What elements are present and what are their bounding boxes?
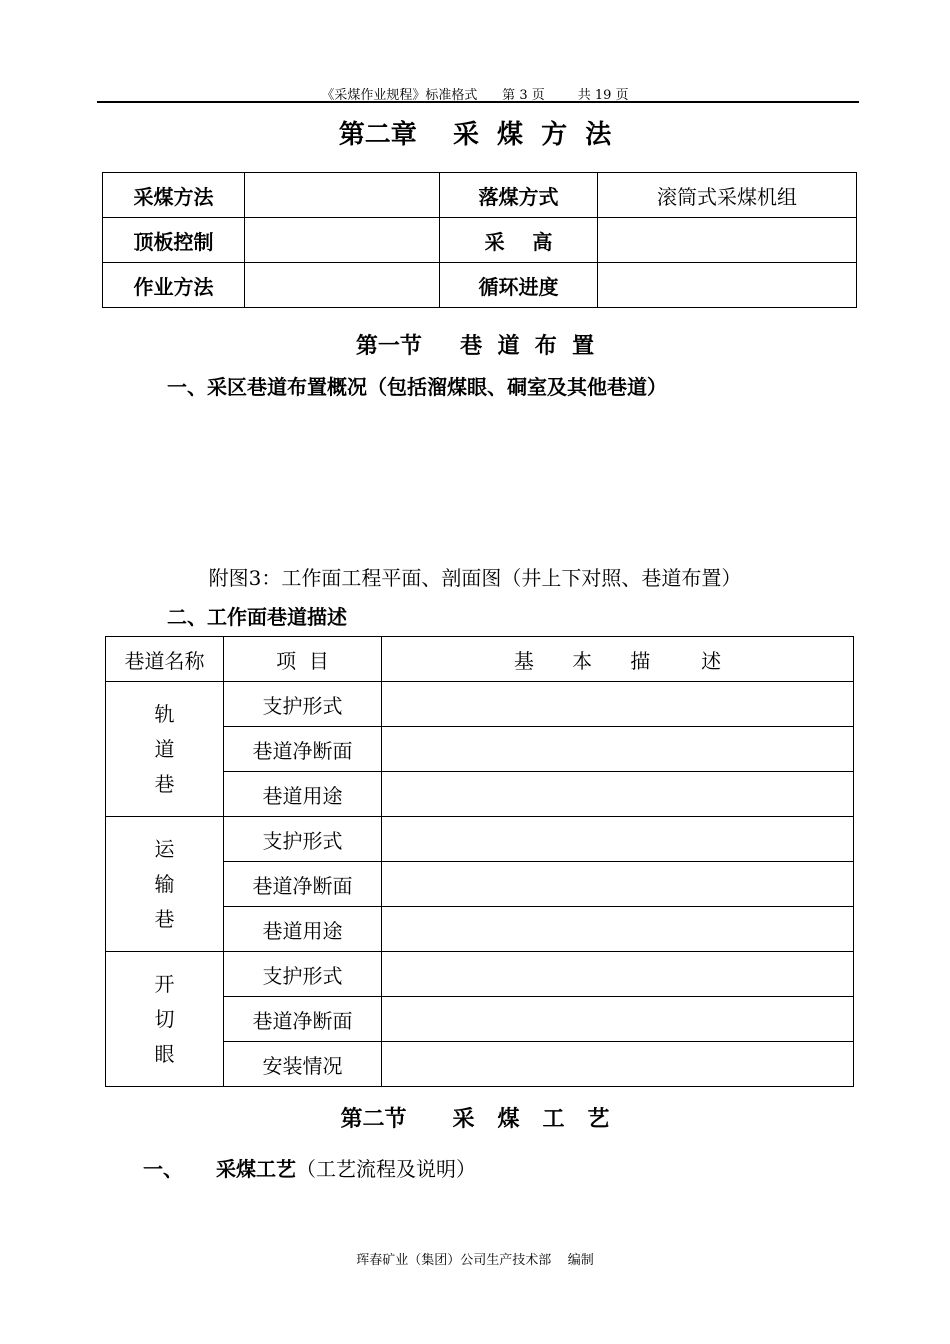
label-cell: 顶板控制 — [103, 218, 245, 263]
item-cell: 巷道用途 — [224, 772, 382, 817]
page-header: 《采煤作业规程》标准格式 第 3 页 共 19 页 — [321, 88, 629, 103]
item-cell: 支护形式 — [224, 952, 382, 997]
item-cell: 巷道净断面 — [224, 997, 382, 1042]
description-cell — [382, 682, 854, 727]
label-cell: 采煤方法 — [103, 173, 245, 218]
mining-method-table — [102, 172, 857, 308]
description-cell — [382, 862, 854, 907]
description-cell — [382, 907, 854, 952]
description-cell — [382, 997, 854, 1042]
header-rule — [97, 101, 859, 103]
description-cell — [382, 727, 854, 772]
section-heading: 一、采区巷道布置概况（包括溜煤眼、硐室及其他巷道） — [167, 375, 667, 399]
item-cell: 支护形式 — [224, 682, 382, 727]
label-cell: 采 高 — [440, 218, 598, 263]
roadway-name: 轨 道 巷 — [106, 682, 224, 817]
item-cell: 巷道净断面 — [224, 727, 382, 772]
table-row — [106, 817, 854, 862]
roadway-name: 开 切 眼 — [106, 952, 224, 1087]
value-cell — [598, 263, 857, 308]
value-cell — [245, 263, 440, 308]
value-cell — [598, 218, 857, 263]
table-header-row — [106, 637, 854, 682]
column-header: 基 本 描 述 — [382, 637, 854, 682]
label-cell: 落煤方式 — [440, 173, 598, 218]
figure-caption: 附图3：工作面工程平面、剖面图（井上下对照、巷道布置） — [208, 566, 742, 590]
process-heading — [143, 1153, 476, 1182]
item-cell: 支护形式 — [224, 817, 382, 862]
description-cell — [382, 1042, 854, 1087]
column-header: 项 目 — [224, 637, 382, 682]
item-note: （工艺流程及说明） — [296, 1157, 476, 1181]
value-cell — [245, 173, 440, 218]
table-row — [103, 263, 857, 308]
description-cell — [382, 817, 854, 862]
table-row — [103, 173, 857, 218]
item-cell: 巷道净断面 — [224, 862, 382, 907]
section-title: 第二节 采 煤 工 艺 — [340, 1106, 610, 1132]
label-cell: 作业方法 — [103, 263, 245, 308]
description-cell — [382, 772, 854, 817]
label-cell: 循环进度 — [440, 263, 598, 308]
description-cell — [382, 952, 854, 997]
value-cell — [245, 218, 440, 263]
item-cell: 巷道用途 — [224, 907, 382, 952]
item-title: 采煤工艺 — [216, 1157, 296, 1181]
section-title: 第一节 巷 道 布 置 — [355, 333, 595, 359]
table-row — [103, 218, 857, 263]
value-cell: 滚筒式采煤机组 — [598, 173, 857, 218]
table-row — [106, 682, 854, 727]
roadway-table — [105, 636, 854, 1087]
column-header: 巷道名称 — [106, 637, 224, 682]
page-footer: 珲春矿业（集团）公司生产技术部 编制 — [356, 1253, 594, 1268]
table-row — [106, 952, 854, 997]
roadway-name: 运 输 巷 — [106, 817, 224, 952]
item-cell: 安装情况 — [224, 1042, 382, 1087]
section-heading: 二、工作面巷道描述 — [167, 605, 347, 629]
item-number: 一、 — [143, 1157, 183, 1181]
chapter-title: 第二章 采 煤 方 法 — [338, 120, 612, 150]
